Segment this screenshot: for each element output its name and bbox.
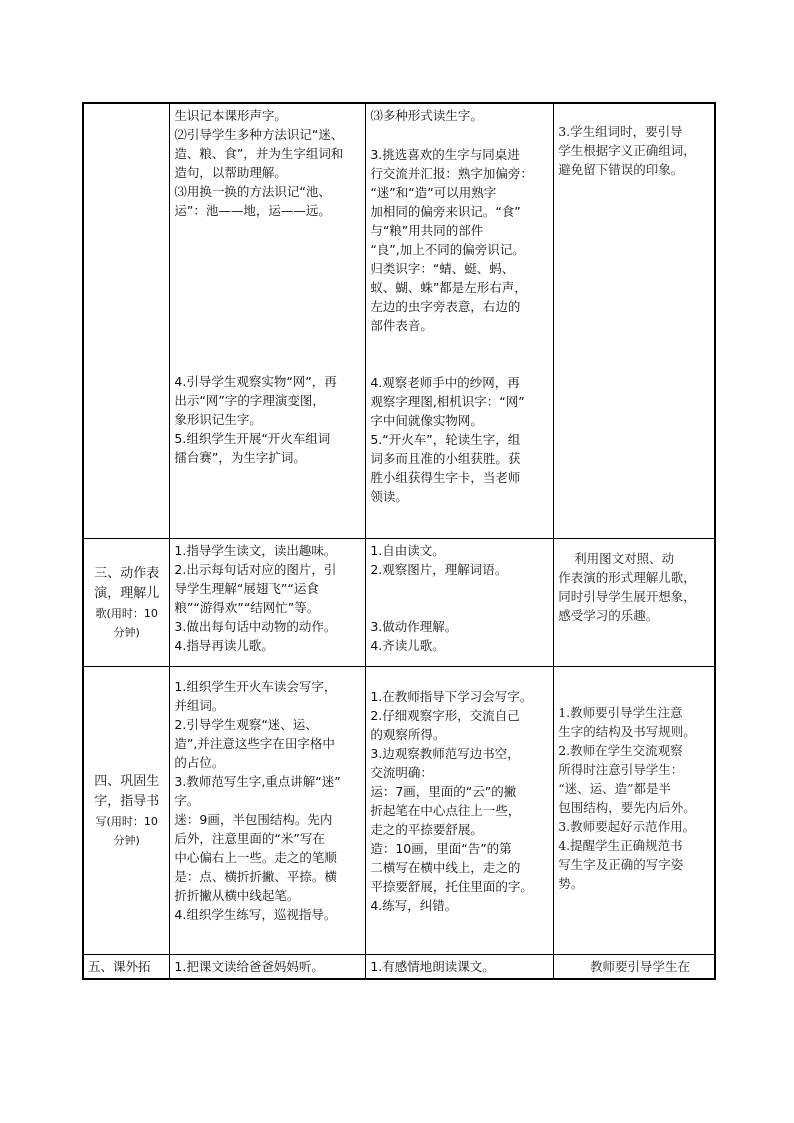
stage-time: 分钟) [113, 625, 140, 639]
stage-title: 字，指导书 [94, 793, 160, 809]
text-line: 2.出示每句话对应的图片，引 [174, 562, 337, 577]
text-line: 3.挑选喜欢的生字与同桌进 [370, 147, 520, 162]
text-line: 造、粮、食”，并为生字组词和 [174, 146, 344, 161]
teacher-activity-cell [170, 955, 366, 979]
text-line: 3.边观察教师范写边书空， [370, 746, 520, 761]
text-line: 造：10画，里面“告”的第 [370, 841, 512, 856]
text-line: 1.在教师指导下学习会写字。 [370, 689, 533, 704]
table-row [84, 955, 715, 979]
text-line: 出示“网”字的字理演变图， [174, 393, 325, 408]
lesson-plan-table [82, 102, 716, 980]
text-line: 导学生理解“展翅飞”“运食 [174, 581, 319, 596]
student-activity-cell [366, 104, 554, 539]
text-line: 造句，以帮助理解。 [174, 165, 287, 180]
text-line: 字。 [174, 793, 200, 808]
text-line: “良”,加上不同的偏旁识记。 [370, 242, 525, 257]
text-line: 势。 [558, 876, 584, 891]
text-line: 5.“开火车”，轮读生字，组 [370, 432, 521, 447]
text-line: 与“粮”用共同的部件 [370, 223, 484, 238]
text-line: 5.组织学生开展“开火车组词 [174, 431, 331, 446]
text-line: 迷：9画，半包围结构。先内 [174, 812, 333, 827]
text-line: 1.自由读文。 [370, 543, 445, 558]
text-line: 写生字及正确的写字姿 [558, 857, 684, 872]
text-line: 擂台赛”，为生字扩词。 [174, 450, 306, 465]
text-line: 观察字理图,相机识字：“网” [370, 394, 525, 409]
text-line: 同时引导学生展开想象， [558, 589, 696, 604]
text-line: 字中间就像实物网。 [370, 413, 483, 428]
text-line: 2.教师在学生交流观察 [558, 743, 683, 758]
text-line: 平捺要舒展，托住里面的字。 [370, 879, 533, 894]
text-line: 并组词。 [174, 698, 225, 713]
text-line: 教师要引导学生在 [558, 959, 691, 974]
text-line: 包围结构，要先内后外。 [558, 800, 696, 815]
text-line: 胜小组获得生字卡，当老师 [370, 470, 521, 485]
text-line: 词多而且准的小组获胜。获 [370, 451, 521, 466]
design-note-cell [554, 539, 715, 667]
text-line: 的占位。 [174, 755, 225, 770]
text-line: “迷”和“造”可以用熟字 [370, 185, 497, 200]
text-line: 避免留下错误的印象。 [558, 162, 684, 177]
text-line: 走之的平捺要舒展。 [370, 822, 483, 837]
teacher-activity-cell [170, 667, 366, 955]
stage-cell [84, 667, 170, 955]
text-line: 3.做动作理解。 [370, 619, 458, 634]
text-line: ⑶用换一换的方法识记“池、 [174, 184, 331, 199]
text-line: 加相同的偏旁来识记。“食” [370, 204, 521, 219]
text-line: 领读。 [370, 489, 408, 504]
student-activity-cell [366, 955, 554, 979]
teacher-activity-cell [170, 104, 366, 539]
text-line: 学生根据字义正确组词， [558, 143, 696, 158]
stage-title: 五、课外拓 [88, 959, 151, 974]
text-line: ⑵引导学生多种方法识记“迷、 [174, 127, 344, 142]
text-line: 归类识字：“蜻、蜓、蚂、 [370, 261, 515, 276]
design-note-cell [554, 955, 715, 979]
text-line: 作表演的形式理解儿歌， [558, 570, 696, 585]
text-line: 造”,并注意这些字在田字格中 [174, 736, 335, 751]
student-activity-cell [366, 539, 554, 667]
text-line: 1.把课文读给爸爸妈妈听。 [174, 959, 324, 974]
text-line: 4.指导再读儿歌。 [174, 638, 274, 653]
text-line: 2.观察图片，理解词语。 [370, 562, 508, 577]
text-line: 的观察所得。 [370, 727, 446, 742]
text-line: 1.组织学生开火车读会写字， [174, 679, 337, 694]
text-line: 生识记本课形声字。 [174, 108, 287, 123]
text-line: 1.有感情地朗读课文。 [370, 959, 495, 974]
stage-time: 分钟) [113, 833, 140, 847]
stage-title: 演，理解儿 [94, 585, 160, 601]
text-line: 蚁、蝴、蛛”都是左形右声， [370, 280, 527, 295]
text-line: 3.做出每句话中动物的动作。 [174, 619, 337, 634]
text-line: ⑶多种形式读生字。 [370, 108, 483, 123]
text-line: 粮”“游得欢”“结网忙”等。 [174, 600, 320, 615]
text-line: “迷、运、造”都是半 [558, 781, 671, 796]
text-line: 1.教师要引导学生注意 [558, 705, 683, 720]
table-row [84, 104, 715, 539]
text-line: 部件表音。 [370, 318, 433, 333]
text-line: 所得时注意引导学生： [558, 762, 684, 777]
text-line: 是：点、横折折撇、平捺。横 [174, 869, 337, 884]
text-line: 交流明确： [370, 765, 433, 780]
text-line: 运：7画，里面的“云”的撇 [370, 784, 517, 799]
text-line: 感受学习的乐趣。 [558, 608, 659, 623]
stage-cell [84, 104, 170, 539]
text-line: 象形识记生字。 [174, 412, 262, 427]
text-line: 左边的虫字旁表意，右边的 [370, 299, 521, 314]
text-line: 4.提醒学生正确规范书 [558, 838, 683, 853]
text-line: 1.指导学生读文，读出趣味。 [174, 543, 337, 558]
text-line: 折折撇从横中线起笔。 [174, 888, 300, 903]
text-line: 2.仔细观察字形，交流自己 [370, 708, 520, 723]
design-note-cell [554, 104, 715, 539]
text-line: 3.教师要起好示范作用。 [558, 819, 696, 834]
text-line: 二横写在横中线上，走之的 [370, 860, 521, 875]
text-line: 生字的结构及书写规则。 [558, 724, 696, 739]
text-line: 4.练写，纠错。 [370, 898, 458, 913]
stage-title: 三、动作表 [94, 565, 160, 581]
stage-time: 歌(用时：10 [95, 606, 158, 620]
text-line: 折起笔在中心点往上一些， [370, 803, 521, 818]
text-line: 4.齐读儿歌。 [370, 638, 445, 653]
text-line: 中心偏右上一些。走之的笔顺 [174, 850, 337, 865]
text-line: 3.学生组词时，要引导 [558, 124, 683, 139]
teacher-activity-cell [170, 539, 366, 667]
text-line: 2.引导学生观察“迷、运、 [174, 717, 318, 732]
design-note-cell [554, 667, 715, 955]
stage-time: 写(用时：10 [95, 814, 158, 828]
stage-cell [84, 539, 170, 667]
text-line: 4.引导学生观察实物“网”，再 [174, 374, 337, 389]
text-line: 后外，注意里面的“米”写在 [174, 831, 325, 846]
stage-title: 四、巩固生 [94, 773, 160, 789]
table-row [84, 539, 715, 667]
text-line: 4.组织学生练写，巡视指导。 [174, 907, 337, 922]
table-row [84, 667, 715, 955]
text-line: 运”：池——地，运——远。 [174, 203, 331, 218]
stage-cell [84, 955, 170, 979]
text-line: 4.观察老师手中的纱网，再 [370, 375, 520, 390]
text-line: 利用图文对照、动 [558, 551, 675, 566]
student-activity-cell [366, 667, 554, 955]
text-line: 3.教师范写生字,重点讲解“迷” [174, 774, 341, 789]
text-line: 行交流并汇报：熟字加偏旁： [370, 166, 533, 181]
